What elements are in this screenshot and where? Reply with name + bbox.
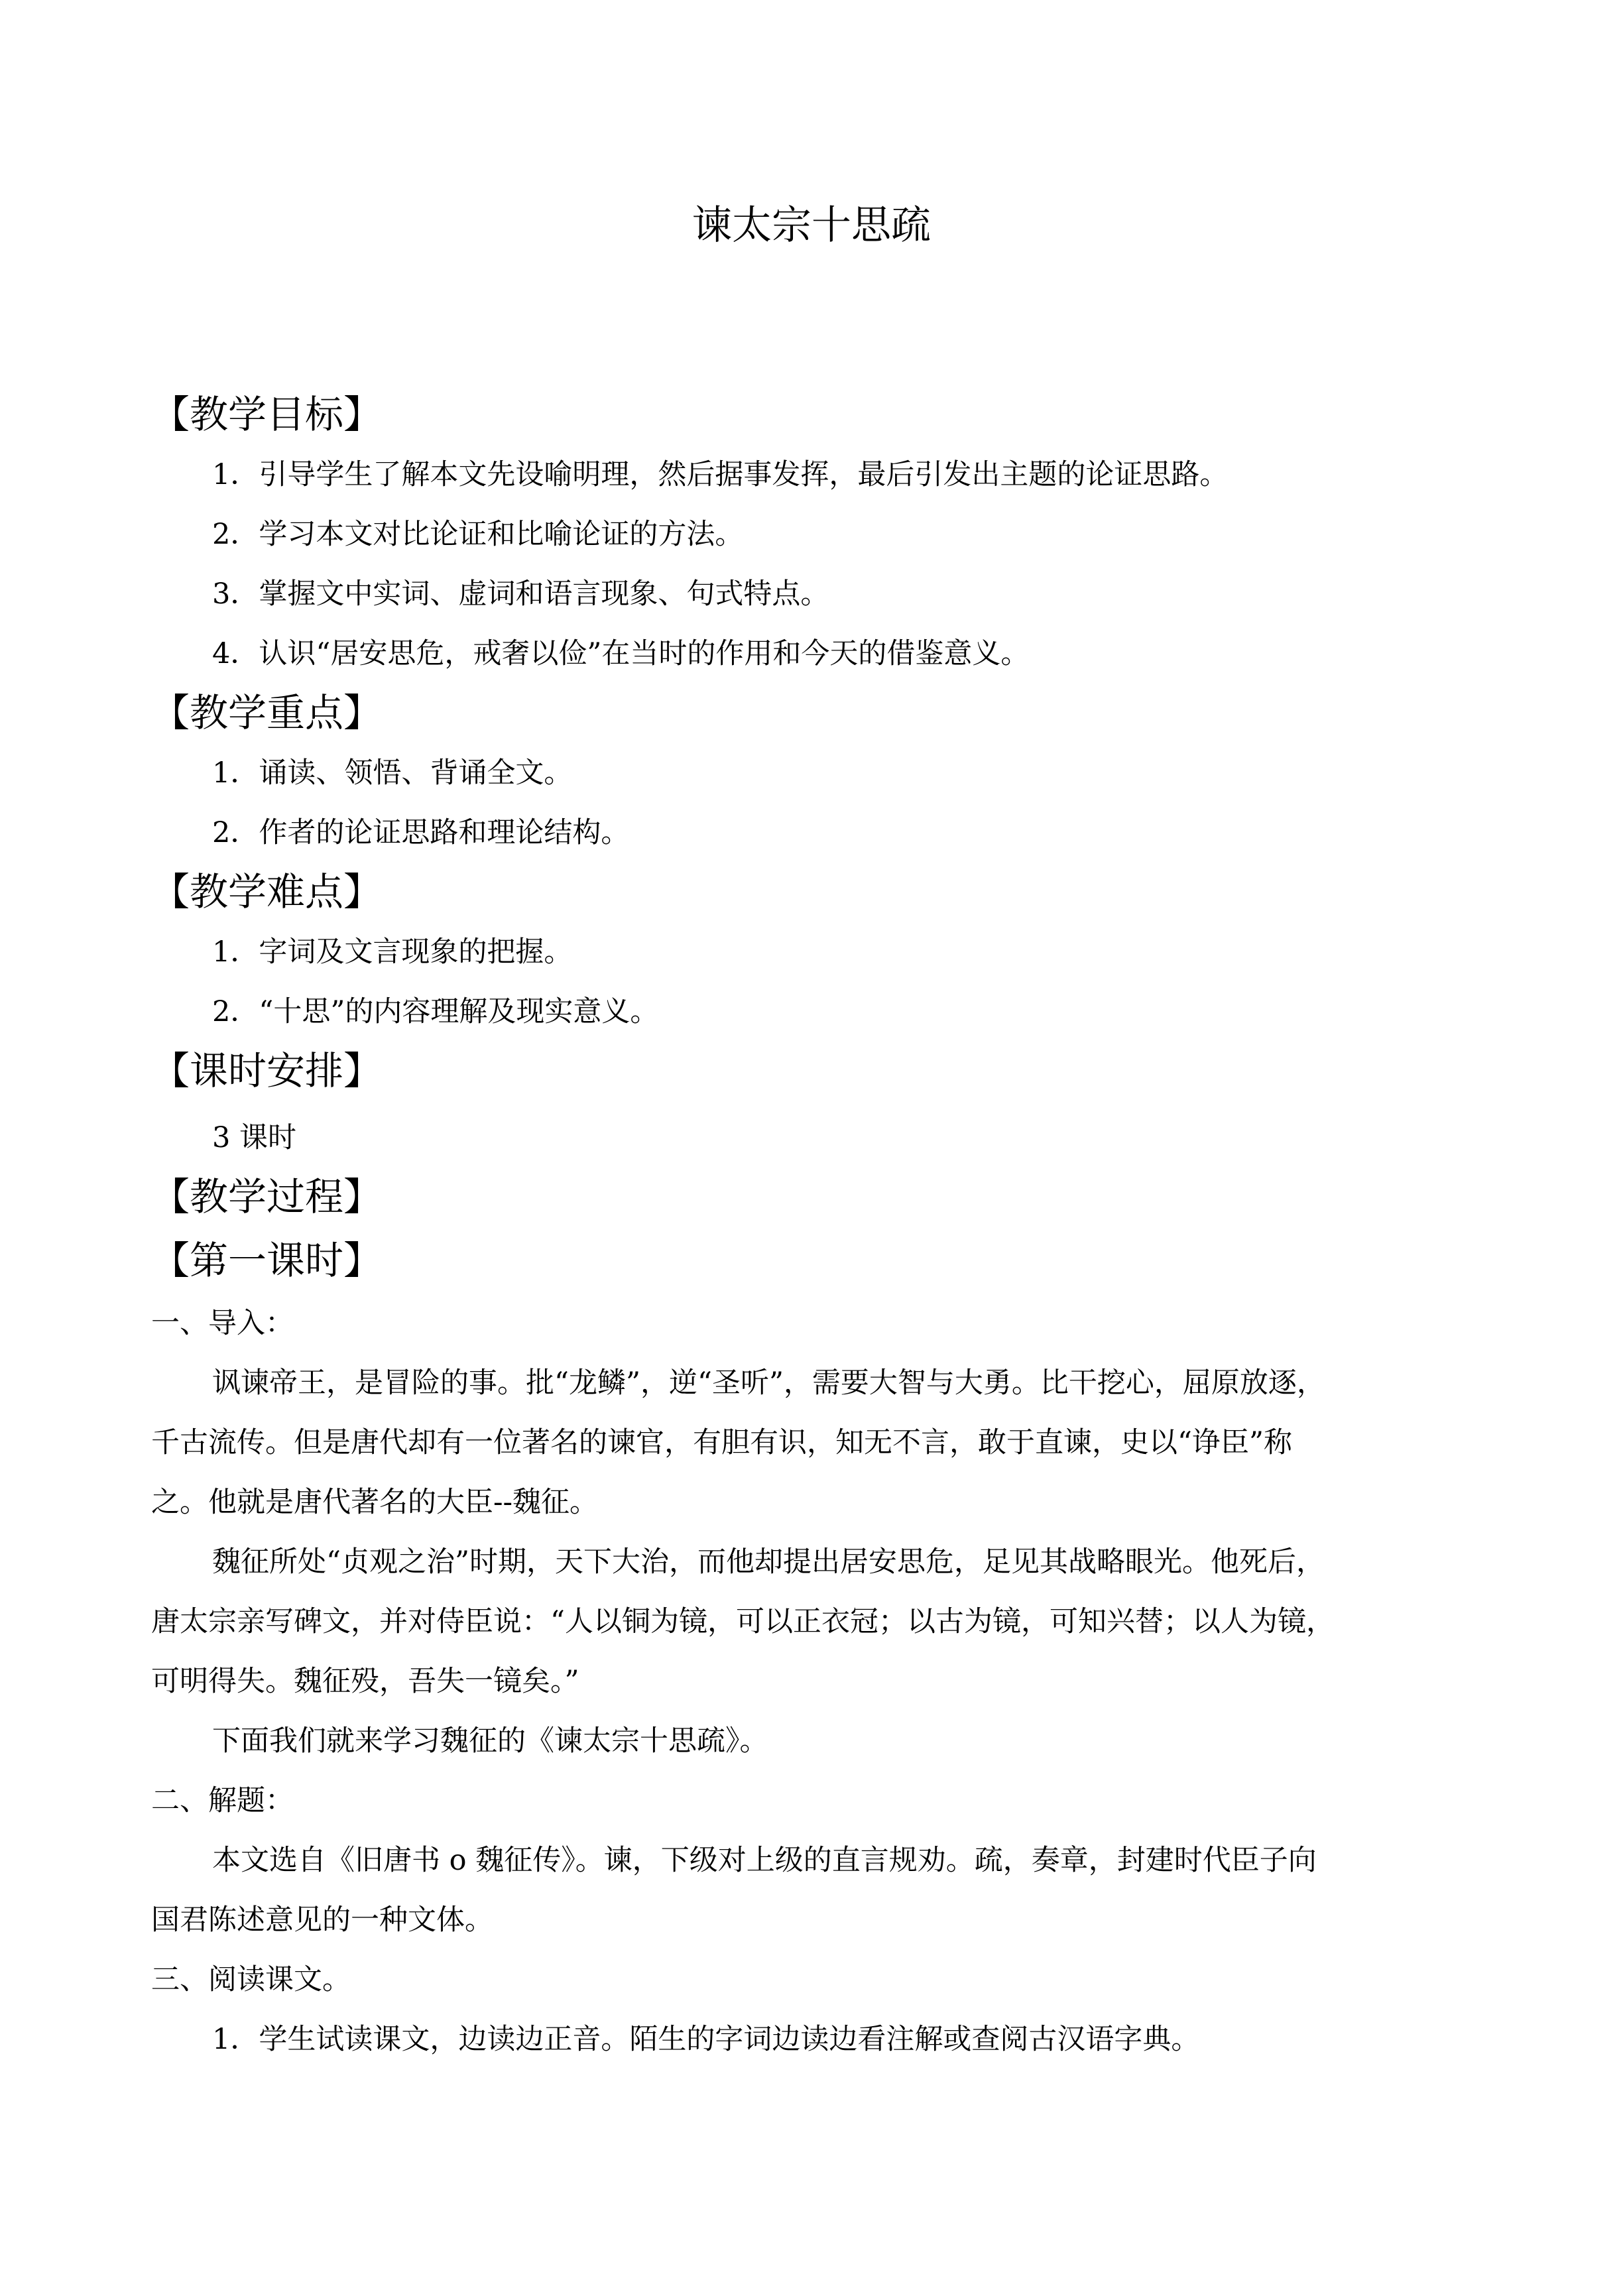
process-heading: 【教学过程】 xyxy=(151,1174,383,1219)
difficult-point-item: 2．“十思”的内容理解及现实意义。 xyxy=(212,995,659,1028)
goal-item: 2．学习本文对比论证和比喻论证的方法。 xyxy=(212,518,744,551)
paragraph-line: 之。他就是唐代著名的大臣--魏征。 xyxy=(151,1486,599,1519)
paragraph-line: 讽谏帝王，是冒险的事。批“龙鳞”，逆“圣听”，需要大智与大勇。比干挖心，屈原放逐， xyxy=(212,1366,1325,1400)
difficult-point-item: 1．字词及文言现象的把握。 xyxy=(212,936,573,969)
page-title: 谏太宗十思疏 xyxy=(692,202,931,249)
paragraph-line: 1．学生试读课文，边读边正音。陌生的字词边读边看注解或查阅古汉语字典。 xyxy=(212,2023,1200,2056)
goals-heading: 【教学目标】 xyxy=(151,392,383,437)
schedule-text: 3 课时 xyxy=(212,1121,297,1154)
difficult-points-heading: 【教学难点】 xyxy=(151,869,383,914)
section-heading: 三、阅读课文。 xyxy=(151,1963,351,1996)
section-heading: 一、导入： xyxy=(151,1307,294,1340)
schedule-heading: 【课时安排】 xyxy=(151,1048,383,1093)
section-heading: 二、解题： xyxy=(151,1784,294,1817)
paragraph-line: 魏征所处“贞观之治”时期，天下大治，而他却提出居安思危，足见其战略眼光。他死后， xyxy=(212,1545,1325,1579)
paragraph-line: 国君陈述意见的一种文体。 xyxy=(151,1903,493,1937)
goal-item: 4．认识“居安思危，戒奢以俭”在当时的作用和今天的借鉴意义。 xyxy=(212,637,1030,670)
paragraph-line: 本文选自《旧唐书 o 魏征传》。谏，下级对上级的直言规劝。疏，奏章，封建时代臣子向 xyxy=(212,1844,1317,1877)
paragraph-line: 千古流传。但是唐代却有一位著名的谏官，有胆有识，知无不言，敢于直谏，史以“诤臣”称 xyxy=(151,1426,1292,1459)
key-points-heading: 【教学重点】 xyxy=(151,690,383,735)
paragraph-line: 下面我们就来学习魏征的《谏太宗十思疏》。 xyxy=(212,1724,768,1758)
goal-item: 1．引导学生了解本文先设喻明理，然后据事发挥，最后引发出主题的论证思路。 xyxy=(212,458,1229,491)
paragraph-line: 唐太宗亲写碑文，并对侍臣说：“人以铜为镜，可以正衣冠；以古为镜，可知兴替；以人为镜， xyxy=(151,1605,1335,1638)
key-point-item: 2．作者的论证思路和理论结构。 xyxy=(212,816,630,849)
key-point-item: 1．诵读、领悟、背诵全文。 xyxy=(212,756,573,790)
paragraph-line: 可明得失。魏征殁，吾失一镜矣。” xyxy=(151,1665,579,1698)
goal-item: 3．掌握文中实词、虚词和语言现象、句式特点。 xyxy=(212,577,829,611)
lesson1-heading: 【第一课时】 xyxy=(151,1238,383,1283)
